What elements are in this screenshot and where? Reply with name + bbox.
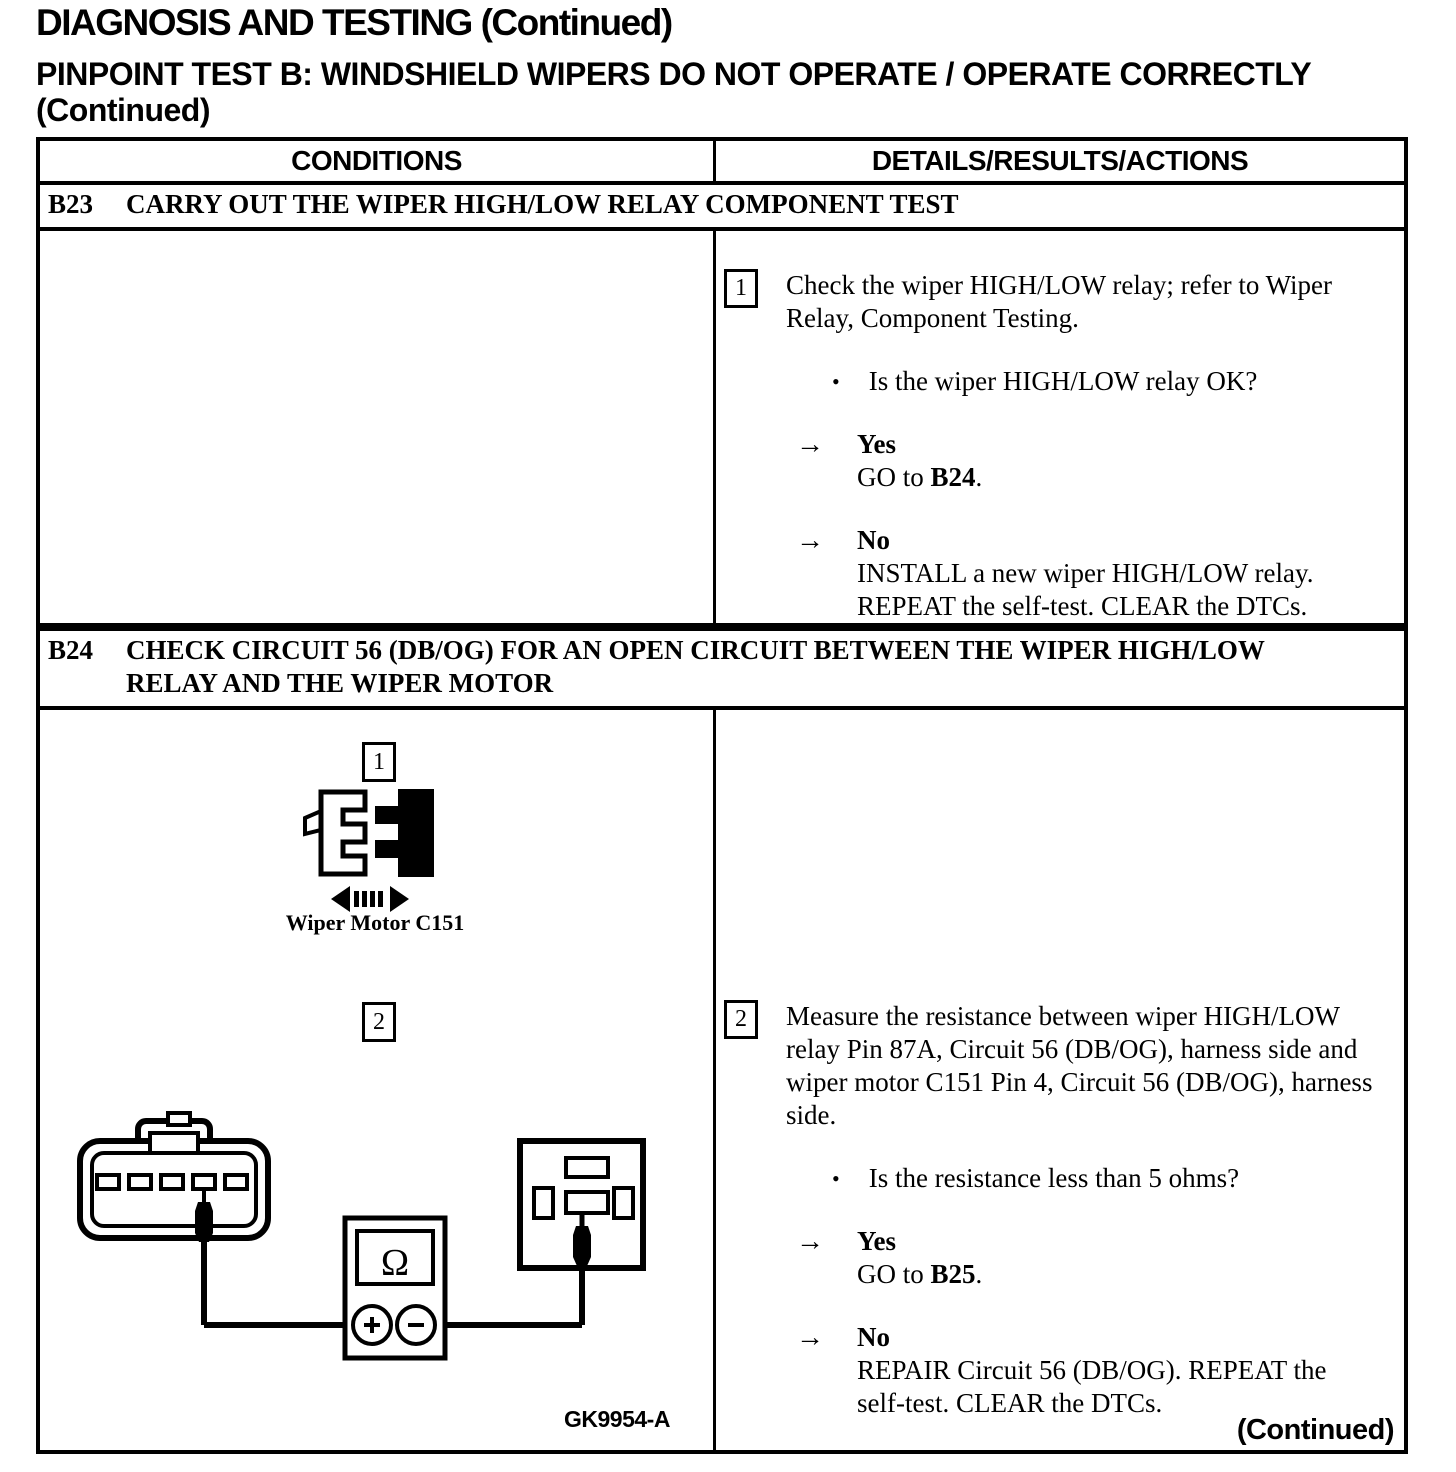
procedure-step — [720, 1000, 1400, 1420]
bullet-icon: • — [832, 1166, 840, 1191]
wiper-motor-connector — [80, 1113, 268, 1242]
step-instruction: Measure the resistance between wiper HIGH/LOW relay Pin 87A, Circuit 56 (DB/OG), harness side and wiper motor C151 Pin 4, Circuit 56 (DB/OG), harness side. — [786, 1001, 1373, 1130]
yes-action-period: . — [975, 1259, 983, 1289]
step-question: Is the resistance less than 5 ohms? — [868, 1163, 1240, 1193]
subtitle-line: PINPOINT TEST B: WINDSHIELD WIPERS DO NOT OPERATE / OPERATE CORRECTLY — [36, 56, 1312, 92]
column-header-conditions: CONDITIONS — [40, 141, 716, 181]
test-step-title: CARRY OUT THE WIPER HIGH/LOW RELAY COMPONENT TEST — [126, 189, 959, 219]
result-arrow-icon: → — [796, 429, 824, 460]
step-instruction: Check the wiper HIGH/LOW relay; refer to Wiper Relay, Component Testing. — [786, 270, 1332, 333]
column-header-details: DETAILS/RESULTS/ACTIONS — [871, 145, 1249, 176]
b23-details-cell — [716, 231, 1404, 623]
test-step-b24-body — [40, 710, 1404, 1450]
step-number-box: 1 — [724, 269, 758, 308]
yes-action-period: . — [975, 462, 983, 492]
page-continued-note: (Continued) — [1236, 1414, 1394, 1446]
test-step-b24-title-row — [40, 627, 1404, 710]
yes-action — [857, 1258, 982, 1291]
b23-conditions-cell — [40, 231, 716, 623]
step-number-box: 2 — [724, 1000, 758, 1039]
test-step-title: CHECK CIRCUIT 56 (DB/OG) FOR AN OPEN CIRCUIT BETWEEN THE WIPER HIGH/LOW RELAY AND THE WIPER MOTOR — [126, 635, 1265, 698]
yes-action-target: B25 — [930, 1259, 976, 1289]
resistance-measurement-diagram — [58, 1100, 698, 1412]
connector-disconnect-icon — [302, 784, 442, 888]
pinpoint-test-table — [36, 137, 1408, 1454]
result-arrow-icon: → — [796, 525, 824, 556]
result-arrow-icon: → — [796, 1226, 824, 1257]
subtitle-continued: (Continued) — [36, 92, 210, 128]
test-step-b23-title-row — [40, 185, 1404, 231]
page-title: DIAGNOSIS AND TESTING (Continued) — [36, 2, 672, 43]
table-header-row — [40, 141, 1404, 185]
yes-action-text: GO to — [857, 1259, 931, 1289]
yes-action-text: GO to — [857, 462, 931, 492]
procedure-step — [720, 269, 1400, 623]
bullet-icon: • — [832, 369, 840, 394]
no-action: INSTALL a new wiper HIGH/LOW relay. REPEAT the self-test. CLEAR the DTCs. — [857, 558, 1314, 621]
yes-label: Yes — [857, 1226, 896, 1256]
ohmmeter — [345, 1218, 445, 1358]
yes-label: Yes — [857, 429, 896, 459]
connector-label: Wiper Motor C151 — [285, 910, 465, 935]
figure-code: GK9954-A — [564, 1406, 670, 1432]
no-action: REPAIR Circuit 56 (DB/OG). REPEAT the self-test. CLEAR the DTCs. — [857, 1355, 1327, 1418]
test-step-b23-body — [40, 231, 1404, 627]
pinpoint-test-subtitle — [36, 56, 1311, 128]
relay-socket-connector — [520, 1141, 643, 1268]
yes-action-target: B24 — [930, 462, 976, 492]
no-label: No — [857, 525, 890, 555]
ohm-symbol: Ω — [380, 1242, 410, 1284]
test-step-id: B24 — [48, 635, 94, 665]
diagram-step2-marker: 2 — [362, 1002, 396, 1042]
no-label: No — [857, 1322, 890, 1352]
step-question: Is the wiper HIGH/LOW relay OK? — [868, 366, 1258, 396]
b24-details-cell — [716, 710, 1404, 1450]
b24-conditions-cell — [40, 710, 716, 1450]
test-step-id: B23 — [48, 189, 94, 219]
diagram-step1-marker: 1 — [362, 742, 396, 782]
result-arrow-icon: → — [796, 1322, 824, 1353]
yes-action — [857, 461, 982, 494]
